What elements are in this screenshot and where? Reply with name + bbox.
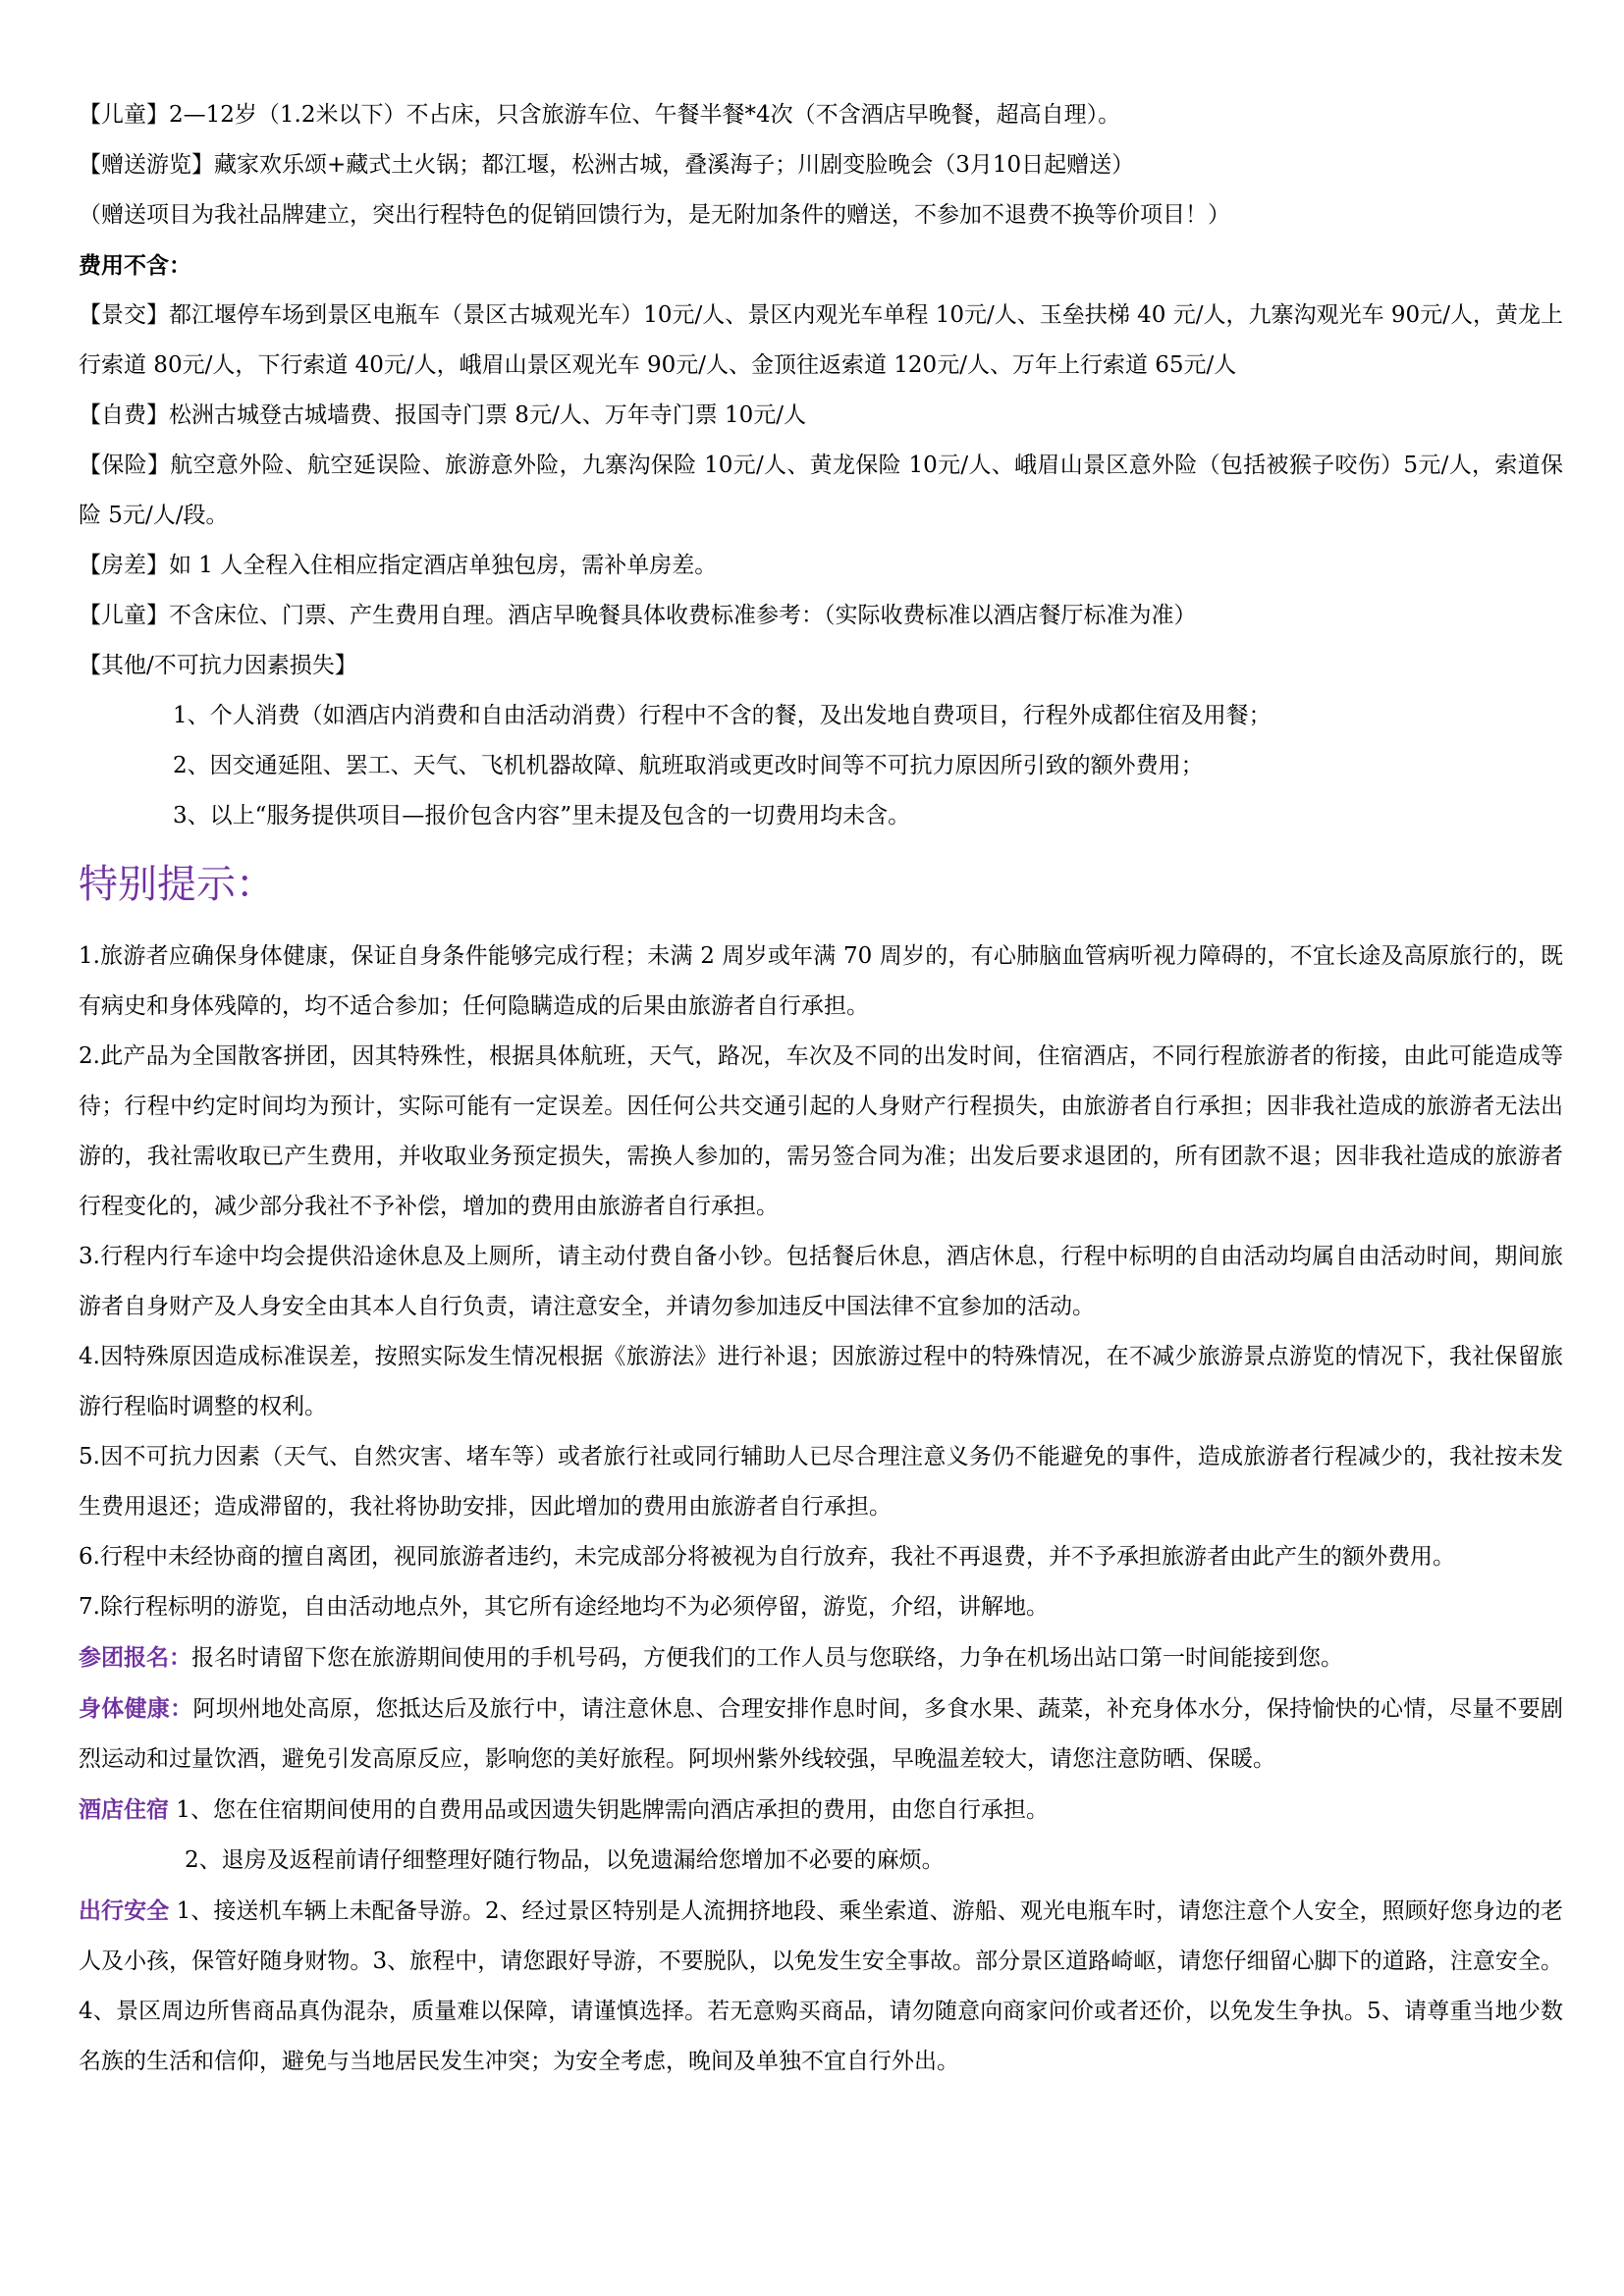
excluded-room-diff: 【房差】如 1 人全程入住相应指定酒店单独包房，需补单房差。 [79,553,718,578]
tip-item: 5.因不可抗力因素（天气、自然灾害、堵车等）或者旅行社或同行辅助人已尽合理注意义务仍不能避免的事件，造成旅游者行程减少的，我社按未发生费用退还；造成滞留的，我社将协助安排，因此增加的费用由旅游者自行承担。 [79,1444,1563,1520]
registration-text: 报名时请留下您在旅游期间使用的手机号码，方便我们的工作人员与您联络，力争在机场出站口第一时间能接到您。 [191,1645,1343,1671]
health-paragraph [79,1683,1563,1785]
special-tips-heading: 特别提示： [79,862,275,907]
gifts-note: （赠送项目为我社品牌建立，突出行程特色的促销回馈行为，是无附加条件的赠送，不参加不退费不换等价项目！） [79,202,1230,228]
tip-item: 2.此产品为全国散客拼团，因其特殊性，根据具体航班，天气，路况，车次及不同的出发时间，住宿酒店，不同行程旅游者的衔接，由此可能造成等待；行程中约定时间均为预计，实际可能有一定误差。因任何公共交通引起的人身财产行程损失，由旅游者自行承担；因非我社造成的旅游者无法出游的，我社需收取已产生费用，并收取业务预定损失，需换人参加的，需另签合同为准；出发后要求退团的，所有团款不退；因非我社造成的旅游者行程变化的，减少部分我社不予补偿，增加的费用由旅游者自行承担。 [79,1043,1563,1219]
registration-label: 参团报名： [79,1644,191,1671]
tip-item: 7.除行程标明的游览，自由活动地点外，其它所有途经地均不为必须停留，游览，介绍，讲解地。 [79,1594,1049,1620]
hotel-text-2: 2、退房及返程前请仔细整理好随行物品，以免遗漏给您增加不必要的麻烦。 [185,1847,945,1873]
excluded-insurance: 【保险】航空意外险、航空延误险、旅游意外险，九寨沟保险 10元/人、黄龙保险 10元/人、峨眉山景区意外险（包括被猴子咬伤）5元/人，索道保险 5元/人/段。 [79,453,1563,528]
children-included: 【儿童】2—12岁（1.2米以下）不占床，只含旅游车位、午餐半餐*4次（不含酒店早晚餐，超高自理）。 [79,102,1121,128]
hotel-text-1: 1、您在住宿期间使用的自费用品或因遗失钥匙牌需向酒店承担的费用，由您自行承担。 [169,1797,1049,1823]
excluded-transport: 【景交】都江堰停车场到景区电瓶车（景区古城观光车）10元/人、景区内观光车单程 10元/人、玉垒扶梯 40 元/人，九寨沟观光车 90元/人，黄龙上行索道 80元/人，下行索道 40元/人，峨眉山景区观光车 90元/人、金顶往返索道 120元/人、万年上行索道 65元/人 [79,302,1563,378]
safety-paragraph [79,1886,1563,2087]
tip-item: 4.因特殊原因造成标准误差，按照实际发生情况根据《旅游法》进行补退；因旅游过程中的特殊情况，在不减少旅游景点游览的情况下，我社保留旅游行程临时调整的权利。 [79,1344,1563,1419]
excluded-other-item: 3、以上“服务提供项目—报价包含内容”里未提及包含的一切费用均未含。 [173,803,911,828]
registration-paragraph [79,1632,1563,1683]
safety-label: 出行安全 [79,1897,170,1924]
document-content [79,90,1563,2087]
tip-item: 1.旅游者应确保身体健康，保证自身条件能够完成行程；未满 2 周岁或年满 70 周岁的，有心肺脑血管病听视力障碍的，不宜长途及高原旅行的，既有病史和身体残障的，均不适合参加；任何隐瞒造成的后果由旅游者自行承担。 [79,943,1563,1019]
excluded-children: 【儿童】不含床位、门票、产生费用自理。酒店早晚餐具体收费标准参考：（实际收费标准以酒店餐厅标准为准） [79,603,1197,628]
excluded-self-pay: 【自费】松洲古城登古城墙费、报国寺门票 8元/人、万年寺门票 10元/人 [79,402,807,428]
hotel-paragraph [79,1785,1563,1836]
gifts-included: 【赠送游览】藏家欢乐颂+藏式土火锅；都江堰，松洲古城，叠溪海子；川剧变脸晚会（3月10日起赠送） [79,152,1135,178]
safety-text: 1、接送机车辆上未配备导游。2、经过景区特别是人流拥挤地段、乘坐索道、游船、观光电瓶车时，请您注意个人安全，照顾好您身边的老人及小孩，保管好随身财物。3、旅程中，请您跟好导游，不要脱队，以免发生安全事故。部分景区道路崎岖，请您仔细留心脚下的道路，注意安全。4、景区周边所售商品真伪混杂，质量难以保障，请谨慎选择。若无意购买商品，请勿随意向商家问价或者还价，以免发生争执。5、请尊重当地少数名族的生活和信仰，避免与当地居民发生冲突；为安全考虑，晚间及单独不宜自行外出。 [79,1898,1564,2074]
excluded-other-item: 2、因交通延阻、罢工、天气、飞机机器故障、航班取消或更改时间等不可抗力原因所引致的额外费用； [173,753,1204,778]
hotel-label: 酒店住宿 [79,1796,169,1823]
excluded-other-title: 【其他/不可抗力因素损失】 [79,653,357,678]
fees-excluded-title: 费用不含： [79,252,191,279]
health-label: 身体健康： [79,1695,193,1722]
tip-item: 6.行程中未经协商的擅自离团，视同旅游者违约，未完成部分将被视为自行放弃，我社不再退费，并不予承担旅游者由此产生的额外费用。 [79,1544,1455,1570]
excluded-other-item: 1、个人消费（如酒店内消费和自由活动消费）行程中不含的餐，及出发地自费项目，行程外成都住宿及用餐； [173,703,1272,728]
tip-item: 3.行程内行车途中均会提供沿途休息及上厕所，请主动付费自备小钞。包括餐后休息，酒店休息，行程中标明的自由活动均属自由活动时间，期间旅游者自身财产及人身安全由其本人自行负责，请注意安全，并请勿参加违反中国法律不宜参加的活动。 [79,1244,1563,1319]
health-text: 阿坝州地处高原，您抵达后及旅行中，请注意休息、合理安排作息时间，多食水果、蔬菜，补充身体水分，保持愉快的心情，尽量不要剧烈运动和过量饮酒，避免引发高原反应，影响您的美好旅程。阿坝州紫外线较强，早晚温差较大，请您注意防晒、保暖。 [79,1696,1563,1772]
